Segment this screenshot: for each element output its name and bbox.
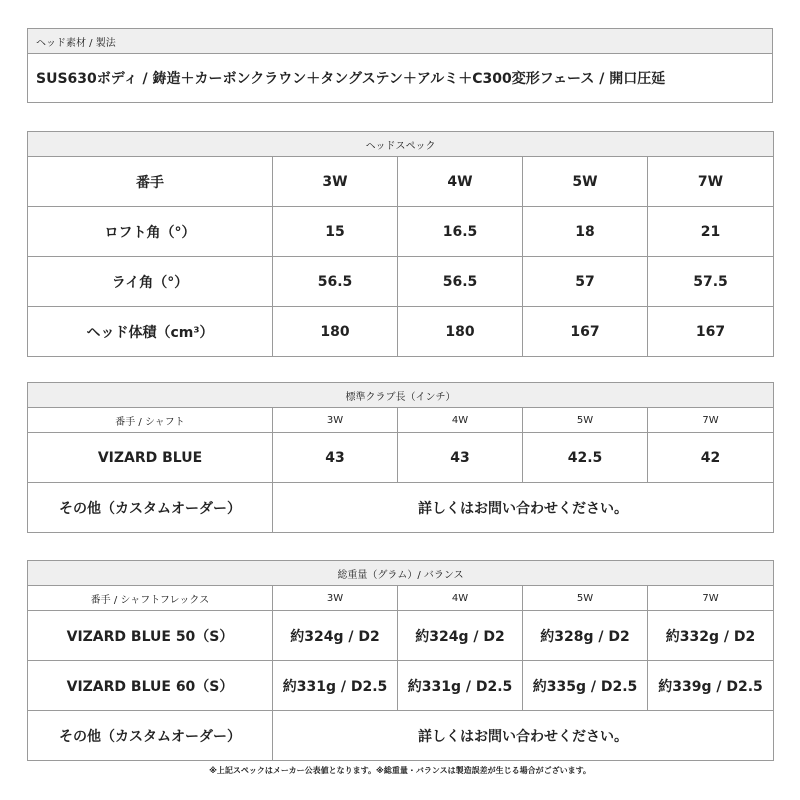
column-header: 7W (648, 586, 774, 611)
cell-value: 57 (523, 257, 648, 307)
cell-value: 43 (273, 433, 398, 483)
head-material-table (27, 28, 773, 103)
cell-value: 57.5 (648, 257, 774, 307)
column-header: 4W (398, 408, 523, 433)
cell-value: 約324g / D2 (398, 611, 523, 661)
table-row (28, 207, 774, 257)
cell-value: 167 (523, 307, 648, 357)
row-label: VIZARD BLUE 50（S） (28, 611, 273, 661)
column-header: 番手 (28, 157, 273, 207)
column-header: 3W (273, 157, 398, 207)
cell-value: 約324g / D2 (273, 611, 398, 661)
club-length-table (27, 382, 774, 533)
column-header: 番手 / シャフトフレックス (28, 586, 273, 611)
cell-value: 約331g / D2.5 (398, 661, 523, 711)
cell-value: 167 (648, 307, 774, 357)
column-header: 7W (648, 408, 774, 433)
cell-value: 42.5 (523, 433, 648, 483)
weight-balance-header: 総重量（グラム）/ バランス (28, 561, 774, 586)
column-header: 5W (523, 408, 648, 433)
cell-value: 約335g / D2.5 (523, 661, 648, 711)
column-header: 3W (273, 586, 398, 611)
cell-value: 180 (398, 307, 523, 357)
head-spec-table (27, 131, 774, 357)
column-header: 5W (523, 586, 648, 611)
column-header: 番手 / シャフト (28, 408, 273, 433)
row-label: ヘッド体積（cm³） (28, 307, 273, 357)
row-label: VIZARD BLUE 60（S） (28, 661, 273, 711)
cell-value: 16.5 (398, 207, 523, 257)
cell-value: 21 (648, 207, 774, 257)
weight-balance-table (27, 560, 774, 761)
cell-value: 43 (398, 433, 523, 483)
table-row (28, 483, 774, 533)
column-header: 7W (648, 157, 774, 207)
cell-value: 56.5 (398, 257, 523, 307)
table-row (28, 307, 774, 357)
column-header: 4W (398, 586, 523, 611)
custom-order-note: 詳しくはお問い合わせください。 (273, 711, 774, 761)
head-spec-header: ヘッドスペック (28, 132, 774, 157)
row-label: ロフト角（°） (28, 207, 273, 257)
table-row (28, 661, 774, 711)
cell-value: 約339g / D2.5 (648, 661, 774, 711)
custom-order-note: 詳しくはお問い合わせください。 (273, 483, 774, 533)
column-header: 3W (273, 408, 398, 433)
table-row (28, 257, 774, 307)
row-label: その他（カスタムオーダー） (28, 711, 273, 761)
table-row (28, 433, 774, 483)
column-header: 5W (523, 157, 648, 207)
head-material-value: SUS630ボディ / 鋳造＋カーボンクラウン＋タングステン＋アルミ＋C300変形フェース / 開口圧延 (28, 54, 773, 103)
cell-value: 56.5 (273, 257, 398, 307)
head-material-header: ヘッド素材 / 製法 (28, 29, 773, 54)
row-label: VIZARD BLUE (28, 433, 273, 483)
cell-value: 約328g / D2 (523, 611, 648, 661)
cell-value: 約331g / D2.5 (273, 661, 398, 711)
column-header: 4W (398, 157, 523, 207)
cell-value: 180 (273, 307, 398, 357)
cell-value: 42 (648, 433, 774, 483)
row-label: その他（カスタムオーダー） (28, 483, 273, 533)
table-row (28, 611, 774, 661)
table-row (28, 711, 774, 761)
club-length-header: 標準クラブ長（インチ） (28, 383, 774, 408)
cell-value: 15 (273, 207, 398, 257)
footnote: ※上記スペックはメーカー公表値となります。※総重量・バランスは製造誤差が生じる場合がございます。 (209, 766, 591, 775)
row-label: ライ角（°） (28, 257, 273, 307)
cell-value: 18 (523, 207, 648, 257)
cell-value: 約332g / D2 (648, 611, 774, 661)
